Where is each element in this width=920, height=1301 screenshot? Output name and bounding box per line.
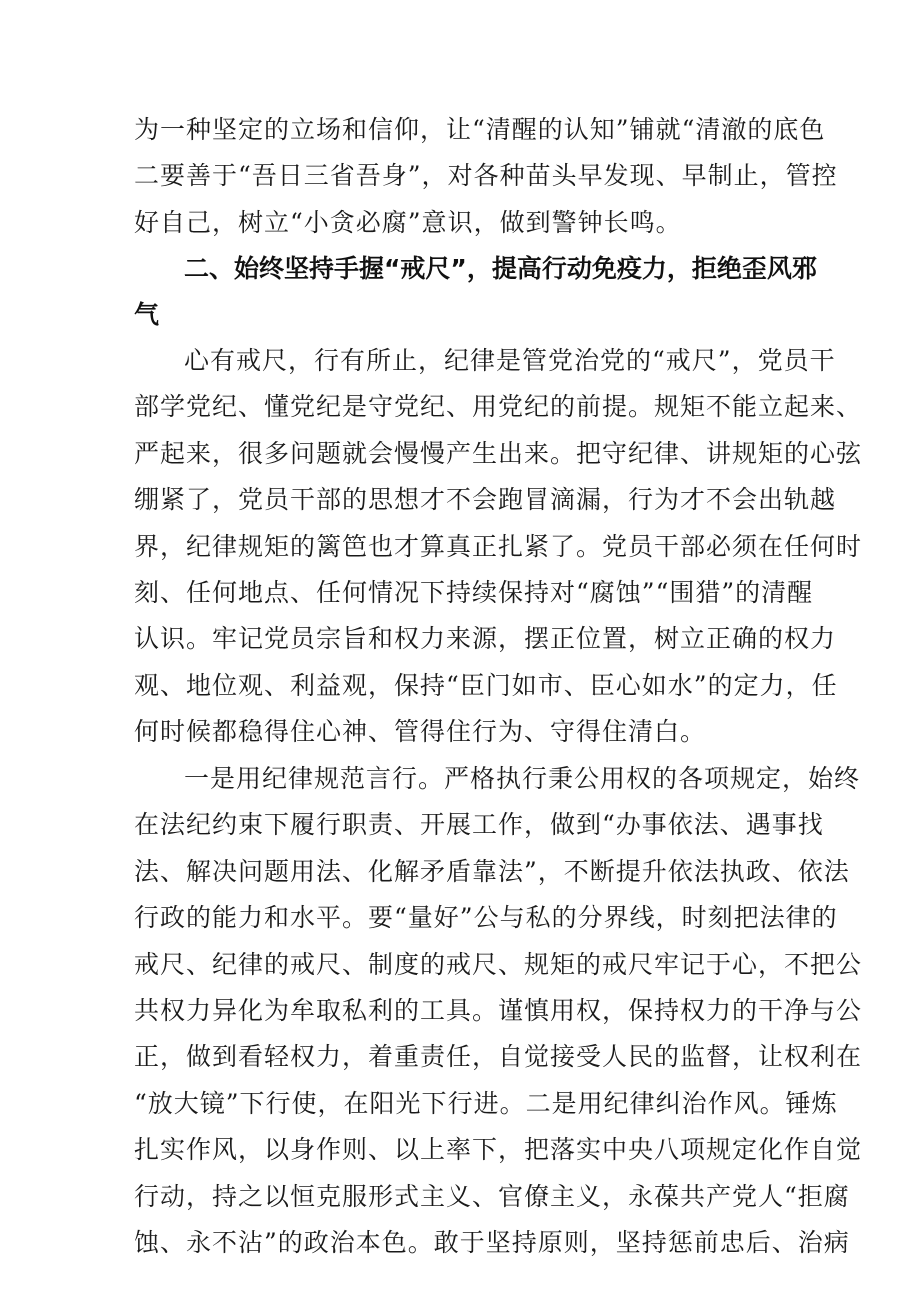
paragraph-conduct — [134, 756, 863, 1266]
text-line: 观、地位观、利益观，保持“臣门如市、臣心如水”的定力，任 — [134, 670, 838, 700]
text-line: 一是用纪律规范言行。严格执行秉公用权的各项规定，始终 — [184, 764, 861, 793]
text-line: 好自己，树立“小贪必腐”意识，做到警钟长鸣。 — [134, 207, 682, 237]
text-line: 共权力异化为牟取私利的工具。谨慎用权，保持权力的干净与公 — [134, 995, 863, 1025]
paragraph-continued — [134, 107, 838, 246]
text-line: 认识。牢记党员宗旨和权力来源，摆正位置，树立正确的权力 — [134, 624, 837, 654]
text-line: 部学党纪、懂党纪是守党纪、用党纪的前提。规矩不能立起来、 — [134, 392, 863, 422]
text-line: 二要善于“吾日三省吾身”，对各种苗头早发现、早制止，管控 — [134, 161, 838, 191]
text-line: 法、解决问题用法、化解矛盾靠法”，不断提升依法执政、依法 — [134, 856, 850, 886]
text-line: 戒尺、纪律的戒尺、制度的戒尺、规矩的戒尺牢记于心，不把公 — [134, 949, 863, 979]
text-line: 正，做到看轻权力，着重责任，自觉接受人民的监督，让权利在 — [134, 1042, 863, 1072]
text-line: “放大镜”下行使，在阳光下行进。二是用纪律纠治作风。锤炼 — [134, 1088, 838, 1118]
heading-line: 二、始终坚持手握“戒尺”，提高行动免疫力，拒绝歪风邪 — [184, 254, 817, 283]
text-line: 严起来，很多问题就会慢慢产生出来。把守纪律、讲规矩的心弦 — [134, 438, 863, 468]
text-line: 行政的能力和水平。要“量好”公与私的分界线，时刻把法律的 — [134, 903, 838, 933]
text-line: 在法纪约束下履行职责、开展工作，做到“办事依法、遇事找 — [134, 810, 824, 840]
text-line: 扎实作风，以身作则、以上率下，把落实中央八项规定化作自觉 — [134, 1135, 863, 1165]
paragraph-discipline — [134, 338, 863, 756]
heading-line: 气 — [134, 300, 160, 330]
text-line: 刻、任何地点、任何情况下持续保持对“腐蚀”“围猎”的清醒 — [134, 577, 814, 607]
text-line: 蚀、永不沾”的政治本色。敢于坚持原则，坚持惩前忠后、治病 — [134, 1227, 850, 1257]
text-line: 绷紧了，党员干部的思想才不会跑冒滴漏，行为才不会出轨越 — [134, 485, 837, 515]
text-line: 界，纪律规矩的篱笆也才算真正扎紧了。党员干部必须在任何时 — [134, 531, 863, 561]
text-line: 何时候都稳得住心神、管得住行为、守得住清白。 — [134, 717, 707, 747]
section-heading — [134, 246, 817, 339]
text-line: 心有戒尺，行有所止，纪律是管党治党的“戒尺”，党员干 — [184, 346, 836, 375]
text-line: 为一种坚定的立场和信仰，让“清醒的认知”铺就“清澈的底色 — [134, 115, 826, 144]
text-line: 行动，持之以恒克服形式主义、官僚主义，永葆共产党人“拒腐 — [134, 1181, 850, 1211]
